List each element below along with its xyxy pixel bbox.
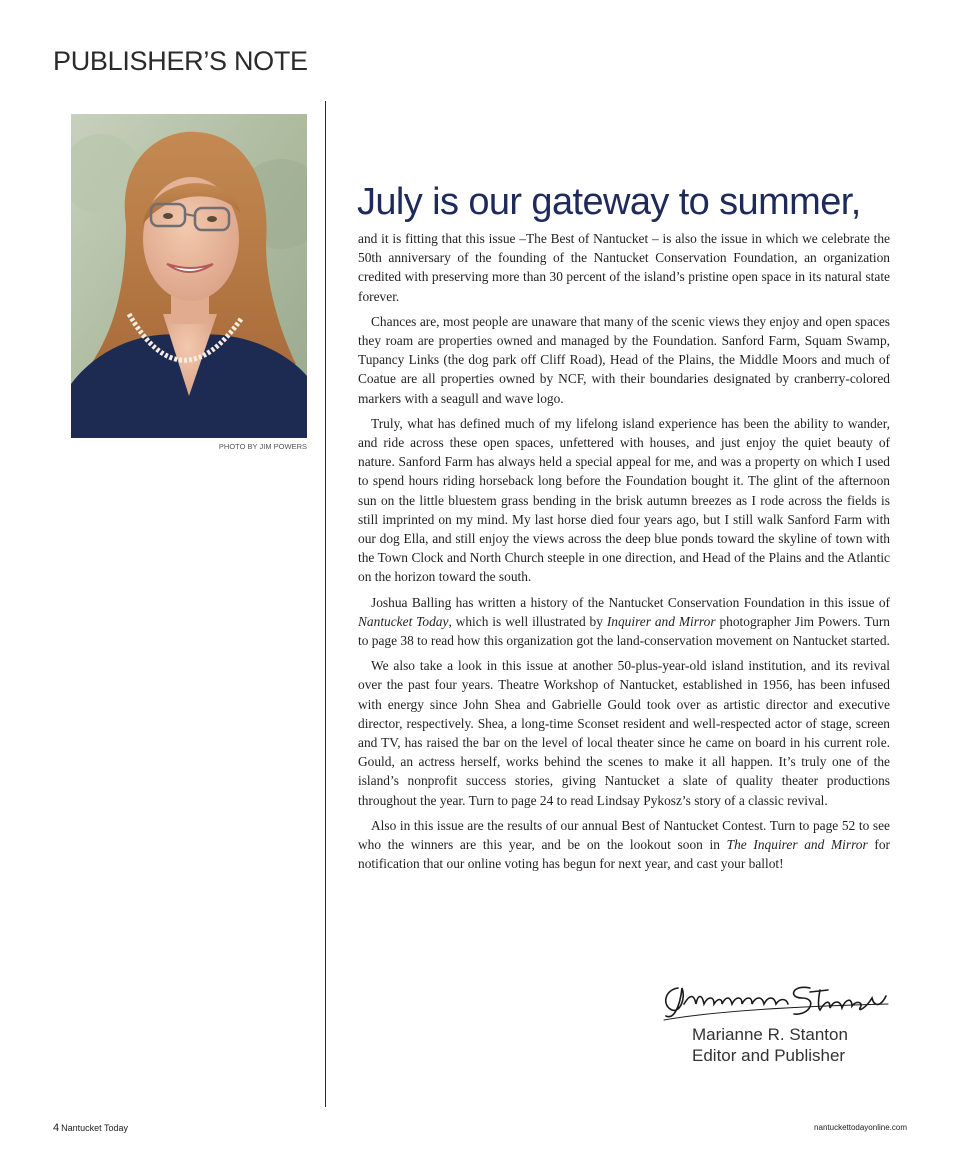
publication-title: Inquirer and Mirror: [606, 613, 716, 629]
handwritten-signature: [660, 976, 890, 1022]
paragraph: and it is fitting that this issue –The Best of Nantucket – is also the issue in which we celebrate the 50th anniversary of the founding of the Nantucket Conservation Foundation, an organization credited with preserving more than 30 percent of the island’s pristine open space in its natural state forever.: [358, 231, 890, 304]
footer-website: nantuckettodayonline.com: [814, 1123, 907, 1132]
footer-publication: Nantucket Today: [61, 1123, 129, 1133]
paragraph: We also take a look in this issue at another 50-plus-year-old island institution, and its revival over the past four years. Theatre Workshop of Nantucket, established in 1956, has been infused with energy since John Shea and Gabrielle Gould took over as artistic director and executive director, respectively. Shea, a long-time Sconset resident and well-respected actor of stage, screen and TV, has raised the bar on the level of local theater since he came on board in his current role. Gould, an actress herself, works behind the scenes to make it all happen. It’s truly one of the island’s nonprofit success stories, giving Nantucket a slate of quality theater productions throughout the year. Turn to page 24 to read Lindsay Pykosz’s story of a classic revival.: [358, 658, 890, 808]
photo-credit: PHOTO BY JIM POWERS: [218, 442, 307, 451]
footer-folio: [53, 1122, 128, 1134]
column-divider: [325, 101, 326, 1107]
paragraph-text: Joshua Balling has written a history of the Nantucket Conservation Foundation in this issue of: [371, 594, 890, 610]
paragraph-text: Also in this issue are the results of our annual Best of Nantucket Contest. Turn to page 52 to see who the winners are this year, and be on the lookout soon in: [358, 817, 890, 853]
signatory-title: Editor and Publisher: [692, 1046, 846, 1065]
publication-title: The Inquirer and Mirror: [726, 837, 868, 853]
paragraph: Truly, what has defined much of my lifelong island experience has been the ability to wander, and ride across these open spaces, unfettered with houses, and just enjoy the quiet beauty of nature. Sanford Farm has always held a special appeal for me, and was a property on which I used to spend hours riding horseback long before the Foundation bought it. The glint of the afternoon sun on the little bluestem grass bending in the brisk autumn breezes as I rode across the fields is still imprinted on my mind. My last horse died four years ago, but I still walk Sanford Farm with our dog Ella, and still enjoy the views across the deep blue ponds toward the skyline of town with the Town Clock and North Church steeple in one direction, and Head of the Plains and the Atlantic on the horizon toward the south.: [358, 415, 890, 585]
section-label: PUBLISHER’S NOTE: [53, 46, 308, 76]
paragraph: Chances are, most people are unaware that many of the scenic views they enjoy and open spaces they roam are properties owned and managed by the Foundation. Sanford Farm, Squam Swamp, Tupancy Links (the dog park off Cliff Road), Head of the Plains, the Middle Moors and much of Coatue are all properties owned by NCF, with their boundaries designated by cranberry-colored markers with a seagull and wave logo.: [358, 313, 890, 406]
publisher-portrait-photo: [71, 114, 307, 438]
publication-title: Nantucket Today: [358, 613, 449, 629]
page-number: 4: [53, 1122, 60, 1134]
article-headline: July is our gateway to summer,: [357, 181, 861, 223]
paragraph-text: for notification that our online voting has begun for next year, and cast your ballot!: [358, 837, 891, 872]
paragraph: [358, 816, 890, 874]
article-body: [358, 229, 890, 880]
paragraph-text: photographer Jim Powers. Turn to page 38 to read how this organization got the land-conservation movement on Nantucket started.: [358, 613, 890, 649]
signatory-name: Marianne R. Stanton: [692, 1025, 848, 1044]
paragraph-text: , which is well illustrated by: [448, 613, 607, 629]
paragraph: [358, 593, 890, 651]
